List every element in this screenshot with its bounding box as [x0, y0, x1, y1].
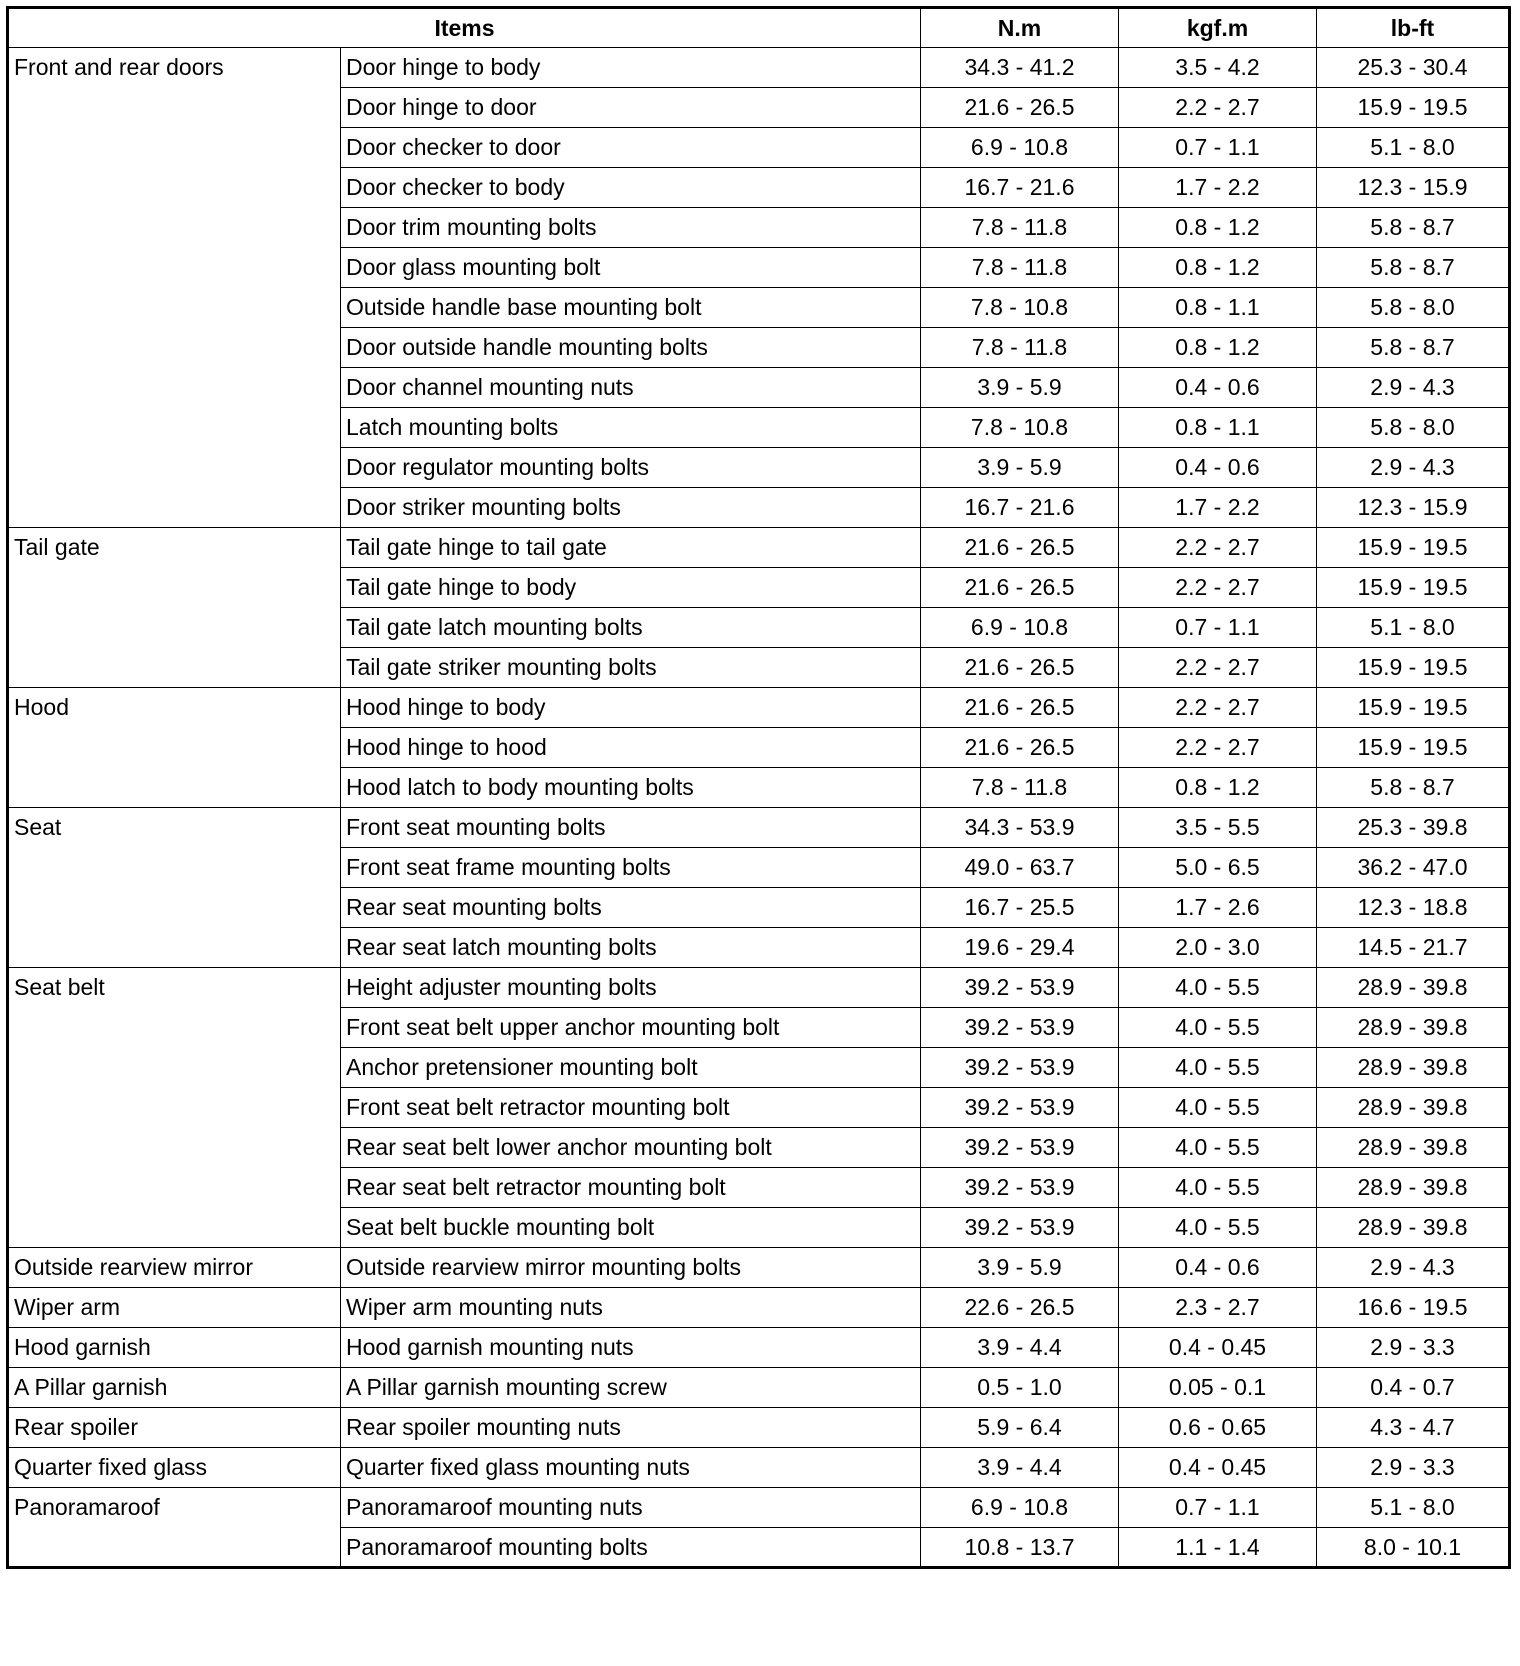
item-name: Tail gate hinge to tail gate	[341, 528, 921, 568]
header-kgfm: kgf.m	[1119, 8, 1317, 48]
value-lbft: 5.8 - 8.7	[1317, 328, 1510, 368]
value-nm: 39.2 - 53.9	[921, 1208, 1119, 1248]
item-name: Height adjuster mounting bolts	[341, 968, 921, 1008]
value-nm: 7.8 - 10.8	[921, 408, 1119, 448]
value-nm: 22.6 - 26.5	[921, 1288, 1119, 1328]
value-nm: 7.8 - 11.8	[921, 208, 1119, 248]
value-kgfm: 4.0 - 5.5	[1119, 1088, 1317, 1128]
item-name: Front seat frame mounting bolts	[341, 848, 921, 888]
value-nm: 7.8 - 11.8	[921, 328, 1119, 368]
value-nm: 6.9 - 10.8	[921, 608, 1119, 648]
value-lbft: 5.8 - 8.7	[1317, 768, 1510, 808]
value-lbft: 15.9 - 19.5	[1317, 728, 1510, 768]
value-nm: 0.5 - 1.0	[921, 1368, 1119, 1408]
value-nm: 3.9 - 5.9	[921, 368, 1119, 408]
value-nm: 39.2 - 53.9	[921, 1128, 1119, 1168]
value-lbft: 5.8 - 8.7	[1317, 208, 1510, 248]
table-row	[8, 1328, 1510, 1368]
value-kgfm: 2.2 - 2.7	[1119, 568, 1317, 608]
value-nm: 7.8 - 11.8	[921, 768, 1119, 808]
value-nm: 21.6 - 26.5	[921, 568, 1119, 608]
header-items: Items	[8, 8, 921, 48]
value-lbft: 15.9 - 19.5	[1317, 688, 1510, 728]
value-lbft: 28.9 - 39.8	[1317, 1128, 1510, 1168]
value-nm: 39.2 - 53.9	[921, 968, 1119, 1008]
value-kgfm: 4.0 - 5.5	[1119, 1048, 1317, 1088]
value-kgfm: 0.05 - 0.1	[1119, 1368, 1317, 1408]
value-nm: 10.8 - 13.7	[921, 1528, 1119, 1568]
value-nm: 19.6 - 29.4	[921, 928, 1119, 968]
value-kgfm: 5.0 - 6.5	[1119, 848, 1317, 888]
value-lbft: 15.9 - 19.5	[1317, 88, 1510, 128]
value-kgfm: 0.4 - 0.45	[1119, 1328, 1317, 1368]
value-kgfm: 0.8 - 1.2	[1119, 328, 1317, 368]
table-row	[8, 688, 1510, 728]
item-name: Rear spoiler mounting nuts	[341, 1408, 921, 1448]
value-lbft: 28.9 - 39.8	[1317, 1208, 1510, 1248]
value-kgfm: 0.4 - 0.45	[1119, 1448, 1317, 1488]
value-kgfm: 2.2 - 2.7	[1119, 528, 1317, 568]
value-lbft: 2.9 - 4.3	[1317, 1248, 1510, 1288]
group-name: Panoramaroof	[8, 1488, 341, 1568]
table-body	[8, 48, 1510, 1568]
item-name: Hood latch to body mounting bolts	[341, 768, 921, 808]
value-nm: 39.2 - 53.9	[921, 1168, 1119, 1208]
value-nm: 21.6 - 26.5	[921, 528, 1119, 568]
value-kgfm: 4.0 - 5.5	[1119, 1008, 1317, 1048]
item-name: Latch mounting bolts	[341, 408, 921, 448]
value-lbft: 5.8 - 8.7	[1317, 248, 1510, 288]
item-name: Wiper arm mounting nuts	[341, 1288, 921, 1328]
value-kgfm: 0.8 - 1.2	[1119, 248, 1317, 288]
value-kgfm: 0.7 - 1.1	[1119, 608, 1317, 648]
item-name: Door glass mounting bolt	[341, 248, 921, 288]
value-lbft: 28.9 - 39.8	[1317, 1048, 1510, 1088]
header-lbft: lb-ft	[1317, 8, 1510, 48]
value-nm: 39.2 - 53.9	[921, 1008, 1119, 1048]
value-lbft: 15.9 - 19.5	[1317, 568, 1510, 608]
item-name: Door checker to body	[341, 168, 921, 208]
value-lbft: 5.1 - 8.0	[1317, 1488, 1510, 1528]
group-name: Front and rear doors	[8, 48, 341, 528]
value-lbft: 12.3 - 15.9	[1317, 488, 1510, 528]
group-name: Wiper arm	[8, 1288, 341, 1328]
value-nm: 3.9 - 5.9	[921, 448, 1119, 488]
item-name: Hood hinge to body	[341, 688, 921, 728]
item-name: Door regulator mounting bolts	[341, 448, 921, 488]
value-nm: 21.6 - 26.5	[921, 648, 1119, 688]
value-kgfm: 0.4 - 0.6	[1119, 448, 1317, 488]
value-nm: 7.8 - 11.8	[921, 248, 1119, 288]
item-name: Door hinge to door	[341, 88, 921, 128]
item-name: Tail gate latch mounting bolts	[341, 608, 921, 648]
value-kgfm: 4.0 - 5.5	[1119, 1168, 1317, 1208]
item-name: Front seat belt retractor mounting bolt	[341, 1088, 921, 1128]
value-lbft: 12.3 - 15.9	[1317, 168, 1510, 208]
value-kgfm: 1.1 - 1.4	[1119, 1528, 1317, 1568]
value-lbft: 5.8 - 8.0	[1317, 288, 1510, 328]
item-name: Anchor pretensioner mounting bolt	[341, 1048, 921, 1088]
item-name: Rear seat latch mounting bolts	[341, 928, 921, 968]
value-lbft: 4.3 - 4.7	[1317, 1408, 1510, 1448]
torque-specification-table	[6, 6, 1511, 1569]
value-lbft: 2.9 - 3.3	[1317, 1448, 1510, 1488]
item-name: Rear seat belt retractor mounting bolt	[341, 1168, 921, 1208]
value-kgfm: 0.4 - 0.6	[1119, 368, 1317, 408]
value-nm: 3.9 - 4.4	[921, 1448, 1119, 1488]
item-name: Door channel mounting nuts	[341, 368, 921, 408]
value-lbft: 15.9 - 19.5	[1317, 528, 1510, 568]
value-lbft: 14.5 - 21.7	[1317, 928, 1510, 968]
group-name: Quarter fixed glass	[8, 1448, 341, 1488]
value-nm: 7.8 - 10.8	[921, 288, 1119, 328]
value-nm: 49.0 - 63.7	[921, 848, 1119, 888]
value-nm: 16.7 - 25.5	[921, 888, 1119, 928]
item-name: Door hinge to body	[341, 48, 921, 88]
value-lbft: 25.3 - 30.4	[1317, 48, 1510, 88]
header-nm: N.m	[921, 8, 1119, 48]
item-name: Quarter fixed glass mounting nuts	[341, 1448, 921, 1488]
table-row	[8, 1408, 1510, 1448]
value-kgfm: 2.3 - 2.7	[1119, 1288, 1317, 1328]
table-row	[8, 1248, 1510, 1288]
item-name: Door outside handle mounting bolts	[341, 328, 921, 368]
value-nm: 6.9 - 10.8	[921, 128, 1119, 168]
item-name: Panoramaroof mounting nuts	[341, 1488, 921, 1528]
item-name: Outside handle base mounting bolt	[341, 288, 921, 328]
table-row	[8, 1288, 1510, 1328]
value-lbft: 5.1 - 8.0	[1317, 128, 1510, 168]
value-kgfm: 3.5 - 5.5	[1119, 808, 1317, 848]
group-name: Tail gate	[8, 528, 341, 688]
value-kgfm: 4.0 - 5.5	[1119, 1208, 1317, 1248]
table-row	[8, 1448, 1510, 1488]
value-kgfm: 2.0 - 3.0	[1119, 928, 1317, 968]
item-name: Seat belt buckle mounting bolt	[341, 1208, 921, 1248]
group-name: Rear spoiler	[8, 1408, 341, 1448]
item-name: A Pillar garnish mounting screw	[341, 1368, 921, 1408]
value-lbft: 5.1 - 8.0	[1317, 608, 1510, 648]
value-nm: 21.6 - 26.5	[921, 688, 1119, 728]
value-kgfm: 2.2 - 2.7	[1119, 648, 1317, 688]
value-kgfm: 2.2 - 2.7	[1119, 88, 1317, 128]
value-kgfm: 1.7 - 2.2	[1119, 168, 1317, 208]
value-kgfm: 0.4 - 0.6	[1119, 1248, 1317, 1288]
value-kgfm: 0.7 - 1.1	[1119, 1488, 1317, 1528]
item-name: Door striker mounting bolts	[341, 488, 921, 528]
header-row	[8, 8, 1510, 48]
value-lbft: 28.9 - 39.8	[1317, 1008, 1510, 1048]
table-row	[8, 808, 1510, 848]
group-name: Outside rearview mirror	[8, 1248, 341, 1288]
value-lbft: 0.4 - 0.7	[1317, 1368, 1510, 1408]
value-kgfm: 0.8 - 1.2	[1119, 768, 1317, 808]
value-kgfm: 2.2 - 2.7	[1119, 688, 1317, 728]
value-nm: 39.2 - 53.9	[921, 1048, 1119, 1088]
group-name: Hood garnish	[8, 1328, 341, 1368]
value-nm: 34.3 - 53.9	[921, 808, 1119, 848]
item-name: Door trim mounting bolts	[341, 208, 921, 248]
value-nm: 34.3 - 41.2	[921, 48, 1119, 88]
item-name: Panoramaroof mounting bolts	[341, 1528, 921, 1568]
value-kgfm: 4.0 - 5.5	[1119, 968, 1317, 1008]
group-name: Seat belt	[8, 968, 341, 1248]
item-name: Front seat belt upper anchor mounting bolt	[341, 1008, 921, 1048]
item-name: Hood hinge to hood	[341, 728, 921, 768]
value-kgfm: 0.8 - 1.1	[1119, 288, 1317, 328]
value-kgfm: 2.2 - 2.7	[1119, 728, 1317, 768]
table-row	[8, 1368, 1510, 1408]
value-lbft: 2.9 - 3.3	[1317, 1328, 1510, 1368]
value-nm: 5.9 - 6.4	[921, 1408, 1119, 1448]
table-row	[8, 48, 1510, 88]
value-nm: 3.9 - 4.4	[921, 1328, 1119, 1368]
value-kgfm: 0.8 - 1.1	[1119, 408, 1317, 448]
item-name: Tail gate striker mounting bolts	[341, 648, 921, 688]
value-lbft: 25.3 - 39.8	[1317, 808, 1510, 848]
value-lbft: 15.9 - 19.5	[1317, 648, 1510, 688]
value-kgfm: 1.7 - 2.6	[1119, 888, 1317, 928]
value-lbft: 5.8 - 8.0	[1317, 408, 1510, 448]
item-name: Outside rearview mirror mounting bolts	[341, 1248, 921, 1288]
value-kgfm: 0.6 - 0.65	[1119, 1408, 1317, 1448]
item-name: Door checker to door	[341, 128, 921, 168]
value-kgfm: 1.7 - 2.2	[1119, 488, 1317, 528]
value-nm: 6.9 - 10.8	[921, 1488, 1119, 1528]
value-kgfm: 0.7 - 1.1	[1119, 128, 1317, 168]
value-lbft: 28.9 - 39.8	[1317, 1168, 1510, 1208]
value-kgfm: 3.5 - 4.2	[1119, 48, 1317, 88]
value-kgfm: 0.8 - 1.2	[1119, 208, 1317, 248]
table-row	[8, 528, 1510, 568]
value-kgfm: 4.0 - 5.5	[1119, 1128, 1317, 1168]
value-lbft: 12.3 - 18.8	[1317, 888, 1510, 928]
group-name: Hood	[8, 688, 341, 808]
value-nm: 21.6 - 26.5	[921, 728, 1119, 768]
item-name: Rear seat belt lower anchor mounting bolt	[341, 1128, 921, 1168]
value-nm: 39.2 - 53.9	[921, 1088, 1119, 1128]
value-lbft: 28.9 - 39.8	[1317, 968, 1510, 1008]
value-nm: 16.7 - 21.6	[921, 488, 1119, 528]
value-lbft: 8.0 - 10.1	[1317, 1528, 1510, 1568]
value-lbft: 2.9 - 4.3	[1317, 368, 1510, 408]
value-lbft: 36.2 - 47.0	[1317, 848, 1510, 888]
value-lbft: 16.6 - 19.5	[1317, 1288, 1510, 1328]
table-row	[8, 968, 1510, 1008]
value-nm: 21.6 - 26.5	[921, 88, 1119, 128]
table-row	[8, 1488, 1510, 1528]
group-name: A Pillar garnish	[8, 1368, 341, 1408]
item-name: Hood garnish mounting nuts	[341, 1328, 921, 1368]
group-name: Seat	[8, 808, 341, 968]
value-lbft: 2.9 - 4.3	[1317, 448, 1510, 488]
value-lbft: 28.9 - 39.8	[1317, 1088, 1510, 1128]
item-name: Rear seat mounting bolts	[341, 888, 921, 928]
item-name: Front seat mounting bolts	[341, 808, 921, 848]
value-nm: 3.9 - 5.9	[921, 1248, 1119, 1288]
item-name: Tail gate hinge to body	[341, 568, 921, 608]
value-nm: 16.7 - 21.6	[921, 168, 1119, 208]
